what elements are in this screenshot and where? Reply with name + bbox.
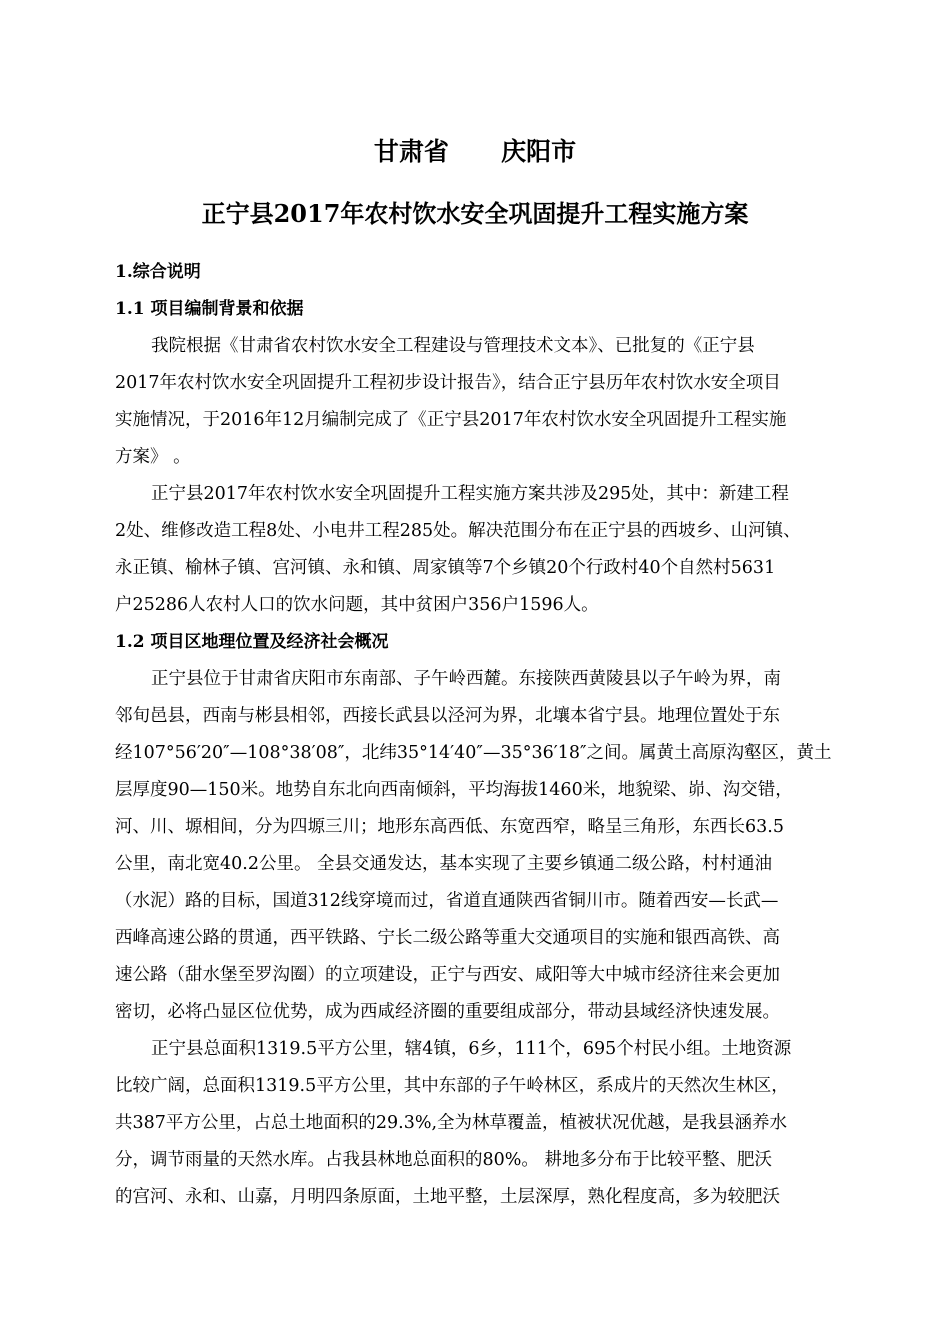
document-title: 正宁县2017年农村饮水安全巩固提升工程实施方案 (201, 199, 749, 228)
document-body (115, 254, 860, 1216)
paragraph-line: 的宫河、永和、山嘉，月明四条原面，土地平整，土层深厚，熟化程度高，多为较肥沃 (115, 1187, 780, 1207)
paragraph-scope (115, 476, 860, 624)
document-title-province-city: 甘肃省 庆阳市 (373, 137, 577, 166)
paragraph-line: 经107°56′20″—108°38′08″，北纬35°14′40″—35°36′18″之间。属黄土高原沟壑区，黄土 (115, 743, 832, 763)
paragraph-land-resources (115, 1031, 860, 1216)
section-heading-1-2: 1.2 项目区地理位置及经济社会概况 (115, 632, 389, 652)
section-heading-1: 1.综合说明 (115, 262, 201, 282)
paragraph-line: 永正镇、榆林子镇、宫河镇、永和镇、周家镇等7个乡镇20个行政村40个自然村5631 (115, 558, 776, 578)
paragraph-line: 正宁县总面积1319.5平方公里，辖4镇，6乡，111个，695个村民小组。土地资源 (151, 1039, 792, 1059)
paragraph-line: 正宁县2017年农村饮水安全巩固提升工程实施方案共涉及295处，其中：新建工程 (151, 484, 789, 504)
paragraph-line: 共387平方公里，占总土地面积的29.3%,全为林草覆盖，植被状况优越，是我县涵养水 (115, 1113, 788, 1133)
paragraph-geography (115, 661, 860, 1031)
paragraph-line: 速公路（甜水堡至罗沟圈）的立项建设，正宁与西安、咸阳等大中城市经济往来会更加 (115, 965, 780, 985)
paragraph-line: 2处、维修改造工程8处、小电井工程285处。解决范围分布在正宁县的西坡乡、山河镇、 (115, 521, 801, 541)
paragraph-line: 比较广阔，总面积1319.5平方公里，其中东部的子午岭林区，系成片的天然次生林区， (115, 1076, 789, 1096)
paragraph-line: 方案》 。 (115, 447, 191, 467)
paragraph-line: 公里，南北宽40.2公里。 全县交通发达，基本实现了主要乡镇通二级公路，村村通油 (115, 854, 773, 874)
paragraph-line: （水泥）路的目标，国道312线穿境而过，省道直通陕西省铜川市。随着西安—长武— (115, 891, 779, 911)
paragraph-line: 密切，必将凸显区位优势，成为西咸经济圈的重要组成部分，带动县域经济快速发展。 (115, 1002, 780, 1022)
paragraph-line: 河、川、塬相间，分为四塬三川；地形东高西低、东宽西窄，略呈三角形，东西长63.5 (115, 817, 784, 837)
paragraph-line: 正宁县位于甘肃省庆阳市东南部、子午岭西麓。东接陕西黄陵县以子午岭为界，南 (151, 669, 781, 689)
paragraph-line: 实施情况，于2016年12月编制完成了《正宁县2017年农村饮水安全巩固提升工程实施 (115, 410, 787, 430)
paragraph-line: 户25286人农村人口的饮水问题，其中贫困户356户1596人。 (115, 595, 599, 615)
paragraph-line: 层厚度90—150米。地势自东北向西南倾斜，平均海拔1460米，地貌梁、峁、沟交错， (115, 780, 793, 800)
section-heading-1-1: 1.1 项目编制背景和依据 (115, 299, 304, 319)
paragraph-line: 西峰高速公路的贯通，西平铁路、宁长二级公路等重大交通项目的实施和银西高铁、高 (115, 928, 780, 948)
paragraph-line: 分，调节雨量的天然水库。占我县林地总面积的80%。 耕地多分布于比较平整、肥沃 (115, 1150, 772, 1170)
paragraph-line: 2017年农村饮水安全巩固提升工程初步设计报告》，结合正宁县历年农村饮水安全项目 (115, 373, 781, 393)
paragraph-line: 我院根据《甘肃省农村饮水安全工程建设与管理技术文本》、已批复的《正宁县 (151, 336, 755, 356)
paragraph-background (115, 328, 860, 476)
paragraph-line: 邻旬邑县，西南与彬县相邻，西接长武县以泾河为界，北壤本省宁县。地理位置处于东 (115, 706, 780, 726)
